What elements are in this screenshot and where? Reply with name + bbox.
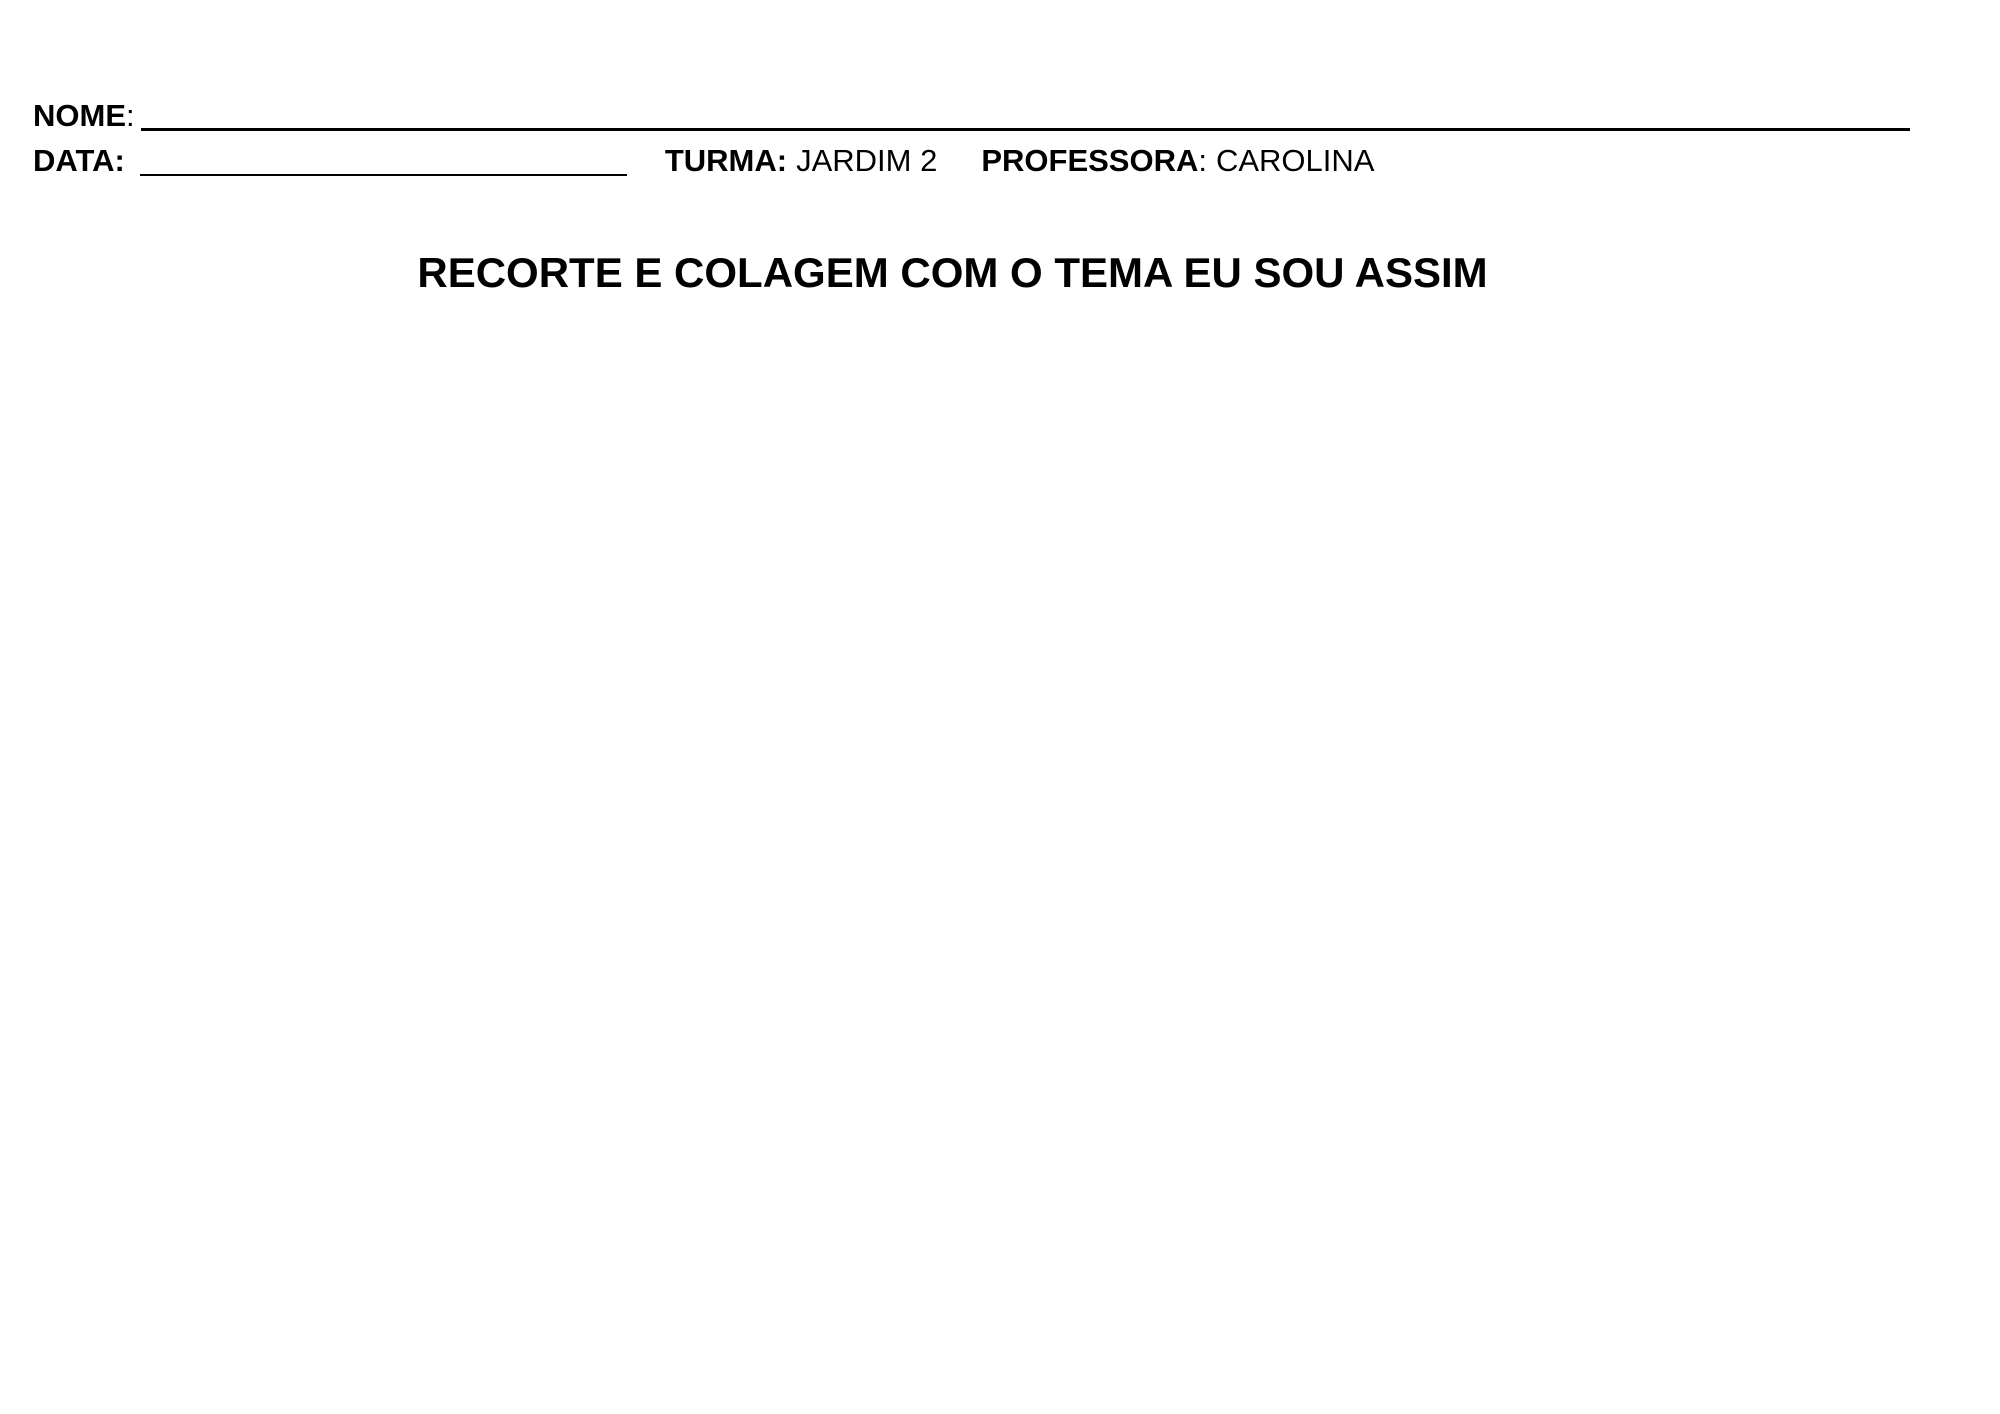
worksheet-title: RECORTE E COLAGEM COM O TEMA EU SOU ASSIM [417,249,1488,296]
date-field-label: DATA: [33,143,125,178]
teacher-field-label: PROFESSORA [981,143,1199,178]
name-field-row [33,97,1910,135]
class-field-label: TURMA: [664,143,788,178]
meta-field-row [33,142,1910,180]
date-blank-line[interactable] [140,174,627,176]
teacher-field-value: CAROLINA [1215,143,1375,178]
name-blank-line[interactable] [141,128,1910,131]
name-colon: : [126,98,135,133]
teacher-colon: : [1198,143,1207,178]
class-field-value: JARDIM 2 [796,143,938,178]
name-field-label: NOME [33,98,126,133]
